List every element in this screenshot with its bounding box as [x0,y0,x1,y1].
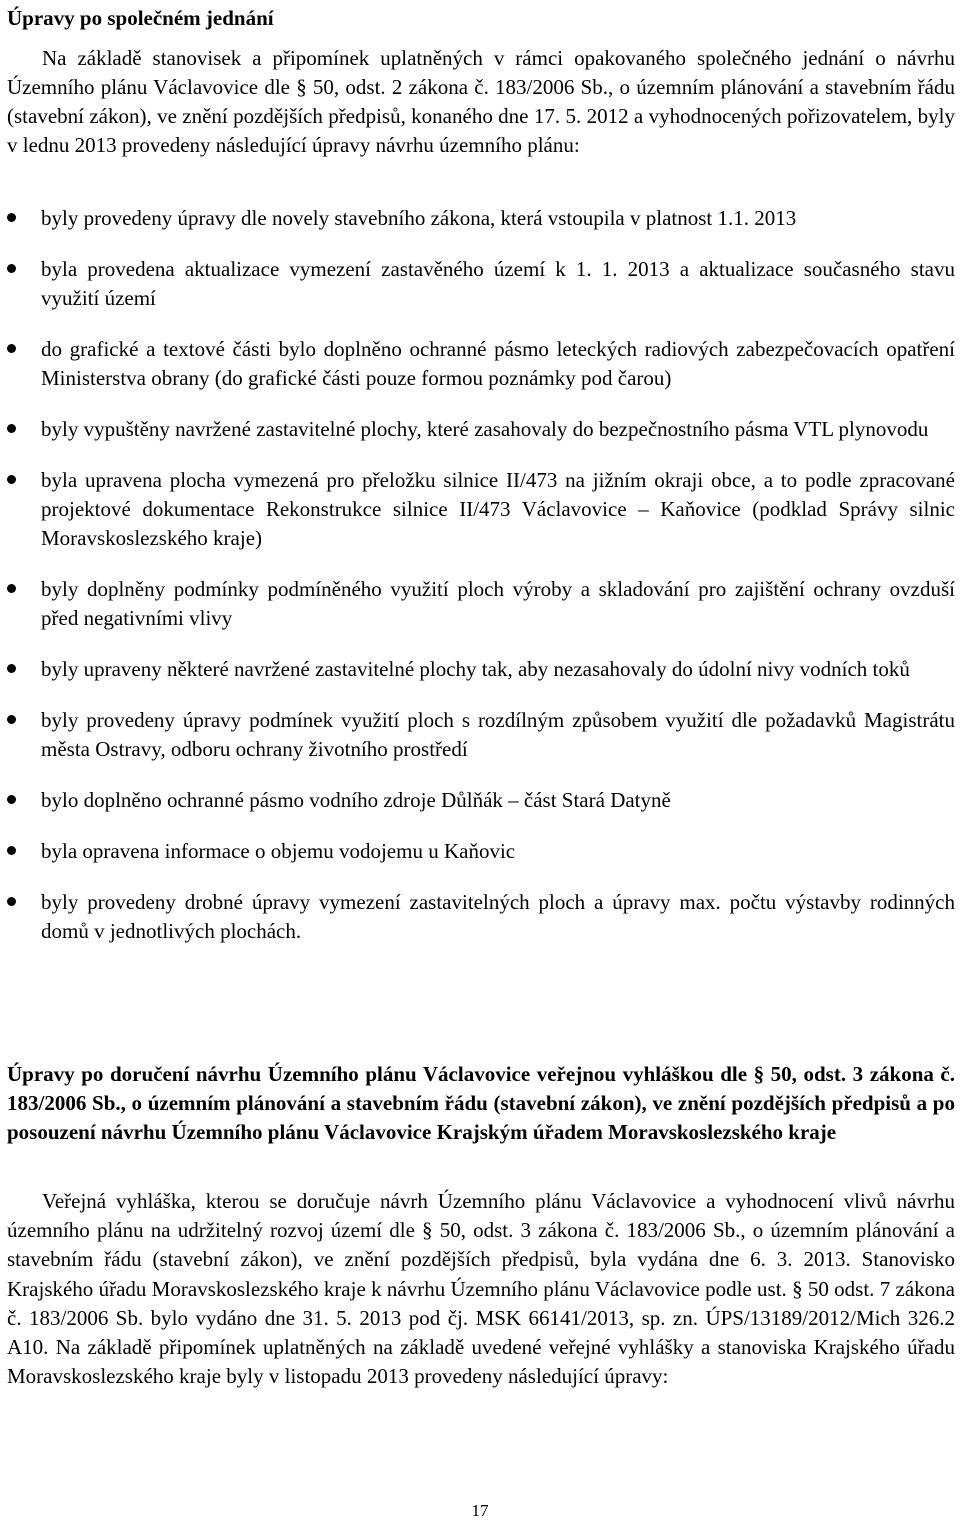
list-item-text: bylo doplněno ochranné pásmo vodního zdroje Důlňák – část Stará Datyně [41,788,671,812]
list-item-text: byly provedeny úpravy podmínek využití ploch s rozdílným způsobem využití dle požadavků Magistrátu města Ostravy, odboru ochrany životního prostředí [41,708,955,761]
list-item [7,888,955,946]
list-item [7,335,955,393]
list-item [7,466,955,553]
page-number: 17 [471,1501,489,1520]
bullet-icon [7,344,16,353]
list-item [7,255,955,313]
bullet-icon [7,795,16,804]
list-item-text: byla provedena aktualizace vymezení zastavěného území k 1. 1. 2013 a aktualizace současného stavu využití území [41,257,955,310]
list-item-text: do grafické a textové části bylo doplněno ochranné pásmo leteckých radiových zabezpečovacích opatření Ministerstva obrany (do grafické části pouze formou poznámky pod čarou) [41,337,955,390]
bullet-icon [7,715,16,724]
bullet-icon [7,584,16,593]
list-item-text: byly upraveny některé navržené zastavitelné plochy tak, aby nezasahovaly do údolní nivy vodních toků [41,657,910,681]
list-item-text: byla upravena plocha vymezená pro přeložku silnice II/473 na jižním okraji obce, a to podle zpracované projektové dokumentace Rekonstrukce silnice II/473 Václavovice – Kaňovice (podklad Správy silnic Moravskoslezského kraje) [41,468,955,550]
list-item-text: byly provedeny drobné úpravy vymezení zastavitelných ploch a úpravy max. počtu výstavby rodinných domů v jednotlivých plochách. [41,890,955,943]
section2-paragraph: Veřejná vyhláška, kterou se doručuje návrh Územního plánu Václavovice a vyhodnocení vlivů návrhu územního plánu na udržitelný rozvoj území dle § 50, odst. 3 zákona č. 183/2006 Sb., o územním plánování a stavebním řádu (stavební zákon), ve znění pozdějších předpisů, byla vydána dne 6. 3. 2013. Stanovisko Krajského úřadu Moravskoslezského kraje k návrhu Územního plánu Václavovice podle ust. § 50 odst. 7 zákona č. 183/2006 Sb. bylo vydáno dne 31. 5. 2013 pod čj. MSK 66141/2013, sp. zn. ÚPS/13189/2012/Mich 326.2 A10. Na základě připomínek uplatněných na základě uvedené veřejné vyhlášky a stanoviska Krajského úřadu Moravskoslezského kraje byly v listopadu 2013 provedeny následující úpravy: [7,1189,955,1389]
bullet-icon [7,213,16,222]
section2-heading: Úpravy po doručení návrhu Územního plánu Václavovice veřejnou vyhláškou dle § 50, odst. 3 zákona č. 183/2006 Sb., o územním plánování a stavebním řádu (stavební zákon), ve znění pozdějších předpisů a po posouzení návrhu Územního plánu Václavovice Krajským úřadem Moravskoslezského kraje [7,1062,955,1144]
list-item-text: byla opravena informace o objemu vodojemu u Kaňovic [41,839,516,863]
list-item [7,415,955,444]
list-item [7,655,955,684]
bullet-icon [7,664,16,673]
bullet-icon [7,264,16,273]
list-item-text: byly vypuštěny navržené zastavitelné plochy, které zasahovaly do bezpečnostního pásma VTL plynovodu [41,417,929,441]
list-item [7,837,955,866]
section-heading: Úpravy po společném jednání [7,6,274,30]
list-item [7,204,955,233]
changes-list [7,204,955,968]
bullet-icon [7,897,16,906]
list-item [7,575,955,633]
list-item-text: byly provedeny úpravy dle novely stavebního zákona, která vstoupila v platnost 1.1. 2013 [41,206,797,230]
list-item [7,706,955,764]
list-item [7,786,955,815]
bullet-icon [7,424,16,433]
list-item-text: byly doplněny podmínky podmíněného využití ploch výroby a skladování pro zajištění ochrany ovzduší před negativními vlivy [41,577,955,630]
intro-paragraph: Na základě stanovisek a připomínek uplatněných v rámci opakovaného společného jednání o návrhu Územního plánu Václavovice dle § 50, odst. 2 zákona č. 183/2006 Sb., o územním plánování a stavebním řádu (stavební zákon), ve znění pozdějších předpisů, konaného dne 17. 5. 2012 a vyhodnocených pořizovatelem, byly v lednu 2013 provedeny následující úpravy návrhu územního plánu: [7,46,955,157]
bullet-icon [7,846,16,855]
bullet-icon [7,475,16,484]
